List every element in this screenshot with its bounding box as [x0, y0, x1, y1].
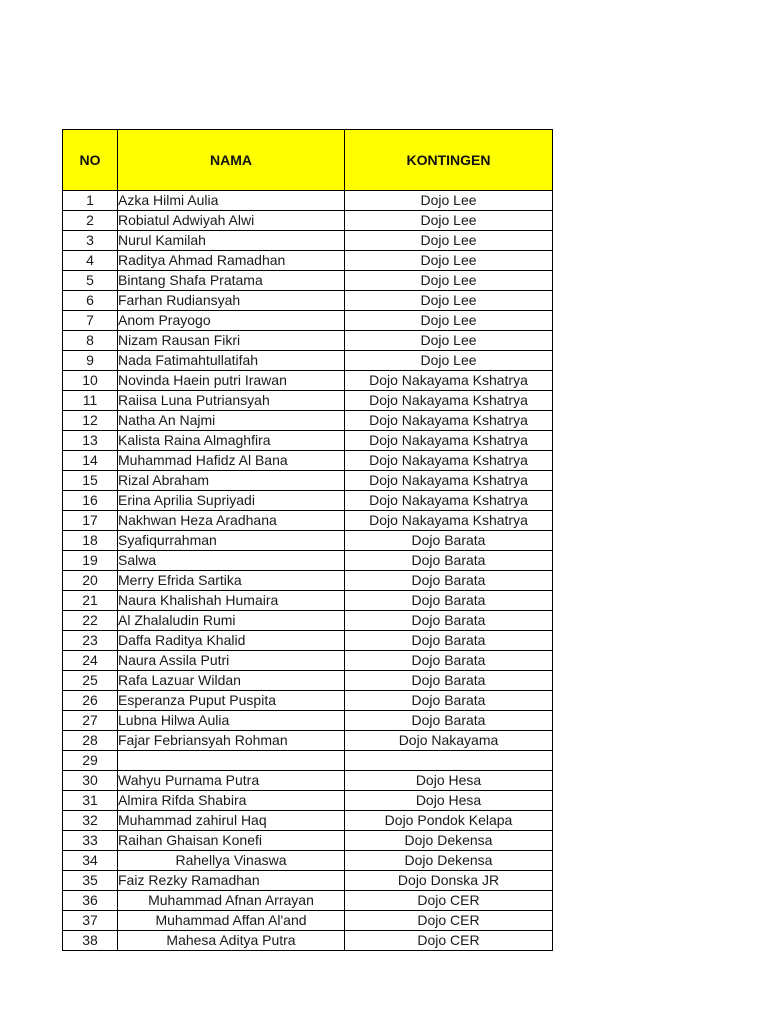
row-number: 32: [63, 811, 118, 831]
participant-kontingen: Dojo Nakayama Kshatrya: [345, 511, 553, 531]
participant-name: Raditya Ahmad Ramadhan: [118, 251, 345, 271]
table-row: [63, 411, 553, 431]
table-header: [63, 130, 553, 191]
table-row: [63, 851, 553, 871]
table-row: [63, 311, 553, 331]
participant-name: Lubna Hilwa Aulia: [118, 711, 345, 731]
table-row: [63, 611, 553, 631]
participant-kontingen: Dojo Hesa: [345, 791, 553, 811]
participant-name: Salwa: [118, 551, 345, 571]
row-number: 17: [63, 511, 118, 531]
header-no: NO: [63, 130, 118, 191]
row-number: 24: [63, 651, 118, 671]
table-row: [63, 751, 553, 771]
row-number: 33: [63, 831, 118, 851]
participant-kontingen: Dojo Pondok Kelapa: [345, 811, 553, 831]
participant-name: Rafa Lazuar Wildan: [118, 671, 345, 691]
participant-name: Azka Hilmi Aulia: [118, 191, 345, 211]
participant-name: [118, 751, 345, 771]
participant-kontingen: Dojo CER: [345, 891, 553, 911]
participant-kontingen: [345, 751, 553, 771]
table-row: [63, 871, 553, 891]
table-row: [63, 191, 553, 211]
participant-kontingen: Dojo Barata: [345, 671, 553, 691]
table-row: [63, 691, 553, 711]
table-row: [63, 451, 553, 471]
table-row: [63, 291, 553, 311]
table-row: [63, 931, 553, 951]
table-row: [63, 371, 553, 391]
participant-name: Novinda Haein putri Irawan: [118, 371, 345, 391]
participant-kontingen: Dojo Barata: [345, 611, 553, 631]
row-number: 15: [63, 471, 118, 491]
row-number: 20: [63, 571, 118, 591]
row-number: 37: [63, 911, 118, 931]
participant-name: Al Zhalaludin Rumi: [118, 611, 345, 631]
participant-name: Nakhwan Heza Aradhana: [118, 511, 345, 531]
participant-kontingen: Dojo Lee: [345, 271, 553, 291]
row-number: 10: [63, 371, 118, 391]
participant-kontingen: Dojo CER: [345, 911, 553, 931]
participant-name: Muhammad zahirul Haq: [118, 811, 345, 831]
row-number: 6: [63, 291, 118, 311]
row-number: 3: [63, 231, 118, 251]
participant-kontingen: Dojo Barata: [345, 571, 553, 591]
participant-name: Bintang Shafa Pratama: [118, 271, 345, 291]
table-row: [63, 731, 553, 751]
row-number: 2: [63, 211, 118, 231]
row-number: 19: [63, 551, 118, 571]
participant-kontingen: Dojo Lee: [345, 291, 553, 311]
participant-kontingen: Dojo Barata: [345, 531, 553, 551]
participant-kontingen: Dojo Barata: [345, 691, 553, 711]
participant-name: Naura Khalishah Humaira: [118, 591, 345, 611]
participant-name: Erina Aprilia Supriyadi: [118, 491, 345, 511]
participant-kontingen: Dojo Lee: [345, 231, 553, 251]
row-number: 14: [63, 451, 118, 471]
table-row: [63, 211, 553, 231]
participant-kontingen: Dojo Nakayama Kshatrya: [345, 391, 553, 411]
participant-name: Rahellya Vinaswa: [118, 851, 345, 871]
row-number: 4: [63, 251, 118, 271]
participant-name: Anom Prayogo: [118, 311, 345, 331]
participant-name: Farhan Rudiansyah: [118, 291, 345, 311]
participant-kontingen: Dojo Nakayama Kshatrya: [345, 451, 553, 471]
participant-kontingen: Dojo Barata: [345, 631, 553, 651]
participant-name: Naura Assila Putri: [118, 651, 345, 671]
participant-kontingen: Dojo Nakayama Kshatrya: [345, 431, 553, 451]
participant-name: Fajar Febriansyah Rohman: [118, 731, 345, 751]
participant-kontingen: Dojo Dekensa: [345, 851, 553, 871]
table-row: [63, 271, 553, 291]
table-row: [63, 551, 553, 571]
participant-kontingen: Dojo Nakayama Kshatrya: [345, 411, 553, 431]
row-number: 29: [63, 751, 118, 771]
table-row: [63, 671, 553, 691]
participant-kontingen: Dojo CER: [345, 931, 553, 951]
participant-name: Nizam Rausan Fikri: [118, 331, 345, 351]
row-number: 1: [63, 191, 118, 211]
table-row: [63, 251, 553, 271]
participant-name: Almira Rifda Shabira: [118, 791, 345, 811]
table-row: [63, 571, 553, 591]
participant-name: Wahyu Purnama Putra: [118, 771, 345, 791]
row-number: 25: [63, 671, 118, 691]
participant-name: Nurul Kamilah: [118, 231, 345, 251]
row-number: 7: [63, 311, 118, 331]
row-number: 16: [63, 491, 118, 511]
table-row: [63, 491, 553, 511]
table-row: [63, 911, 553, 931]
participant-name: Muhammad Afnan Arrayan: [118, 891, 345, 911]
participant-name: Faiz Rezky Ramadhan: [118, 871, 345, 891]
participant-kontingen: Dojo Nakayama Kshatrya: [345, 371, 553, 391]
row-number: 8: [63, 331, 118, 351]
participant-name: Rizal Abraham: [118, 471, 345, 491]
table-row: [63, 331, 553, 351]
participant-table: [62, 129, 553, 951]
participant-kontingen: Dojo Barata: [345, 711, 553, 731]
participant-kontingen: Dojo Lee: [345, 351, 553, 371]
participant-kontingen: Dojo Barata: [345, 551, 553, 571]
row-number: 9: [63, 351, 118, 371]
participant-kontingen: Dojo Barata: [345, 651, 553, 671]
table-body: [63, 191, 553, 951]
row-number: 23: [63, 631, 118, 651]
row-number: 11: [63, 391, 118, 411]
participant-name: Muhammad Affan Al'and: [118, 911, 345, 931]
header-row: [63, 130, 553, 191]
participant-kontingen: Dojo Lee: [345, 211, 553, 231]
participant-name: Raiisa Luna Putriansyah: [118, 391, 345, 411]
row-number: 12: [63, 411, 118, 431]
participant-kontingen: Dojo Donska JR: [345, 871, 553, 891]
row-number: 5: [63, 271, 118, 291]
participant-name: Esperanza Puput Puspita: [118, 691, 345, 711]
row-number: 22: [63, 611, 118, 631]
table-row: [63, 711, 553, 731]
participant-kontingen: Dojo Barata: [345, 591, 553, 611]
participant-kontingen: Dojo Lee: [345, 331, 553, 351]
participant-kontingen: Dojo Nakayama Kshatrya: [345, 491, 553, 511]
table-row: [63, 351, 553, 371]
table-row: [63, 391, 553, 411]
participant-name: Syafiqurrahman: [118, 531, 345, 551]
participant-kontingen: Dojo Lee: [345, 251, 553, 271]
participant-name: Nada Fatimahtullatifah: [118, 351, 345, 371]
table-row: [63, 811, 553, 831]
table-row: [63, 651, 553, 671]
row-number: 31: [63, 791, 118, 811]
table-row: [63, 531, 553, 551]
participant-name: Natha An Najmi: [118, 411, 345, 431]
header-nama: NAMA: [118, 130, 345, 191]
participant-name: Muhammad Hafidz Al Bana: [118, 451, 345, 471]
header-kontingen: KONTINGEN: [345, 130, 553, 191]
participant-name: Robiatul Adwiyah Alwi: [118, 211, 345, 231]
table-row: [63, 591, 553, 611]
participant-kontingen: Dojo Hesa: [345, 771, 553, 791]
participant-kontingen: Dojo Dekensa: [345, 831, 553, 851]
table-row: [63, 471, 553, 491]
row-number: 34: [63, 851, 118, 871]
row-number: 27: [63, 711, 118, 731]
row-number: 36: [63, 891, 118, 911]
participant-name: Daffa Raditya Khalid: [118, 631, 345, 651]
table-row: [63, 791, 553, 811]
table-row: [63, 831, 553, 851]
row-number: 21: [63, 591, 118, 611]
participant-kontingen: Dojo Lee: [345, 191, 553, 211]
table-row: [63, 631, 553, 651]
row-number: 30: [63, 771, 118, 791]
participant-kontingen: Dojo Nakayama: [345, 731, 553, 751]
participant-kontingen: Dojo Nakayama Kshatrya: [345, 471, 553, 491]
row-number: 18: [63, 531, 118, 551]
table-row: [63, 771, 553, 791]
row-number: 38: [63, 931, 118, 951]
table-row: [63, 431, 553, 451]
row-number: 26: [63, 691, 118, 711]
table-row: [63, 511, 553, 531]
row-number: 35: [63, 871, 118, 891]
table-row: [63, 891, 553, 911]
row-number: 28: [63, 731, 118, 751]
participant-kontingen: Dojo Lee: [345, 311, 553, 331]
table-row: [63, 231, 553, 251]
participant-name: Mahesa Aditya Putra: [118, 931, 345, 951]
participant-name: Kalista Raina Almaghfira: [118, 431, 345, 451]
participant-name: Raihan Ghaisan Konefi: [118, 831, 345, 851]
participant-name: Merry Efrida Sartika: [118, 571, 345, 591]
row-number: 13: [63, 431, 118, 451]
